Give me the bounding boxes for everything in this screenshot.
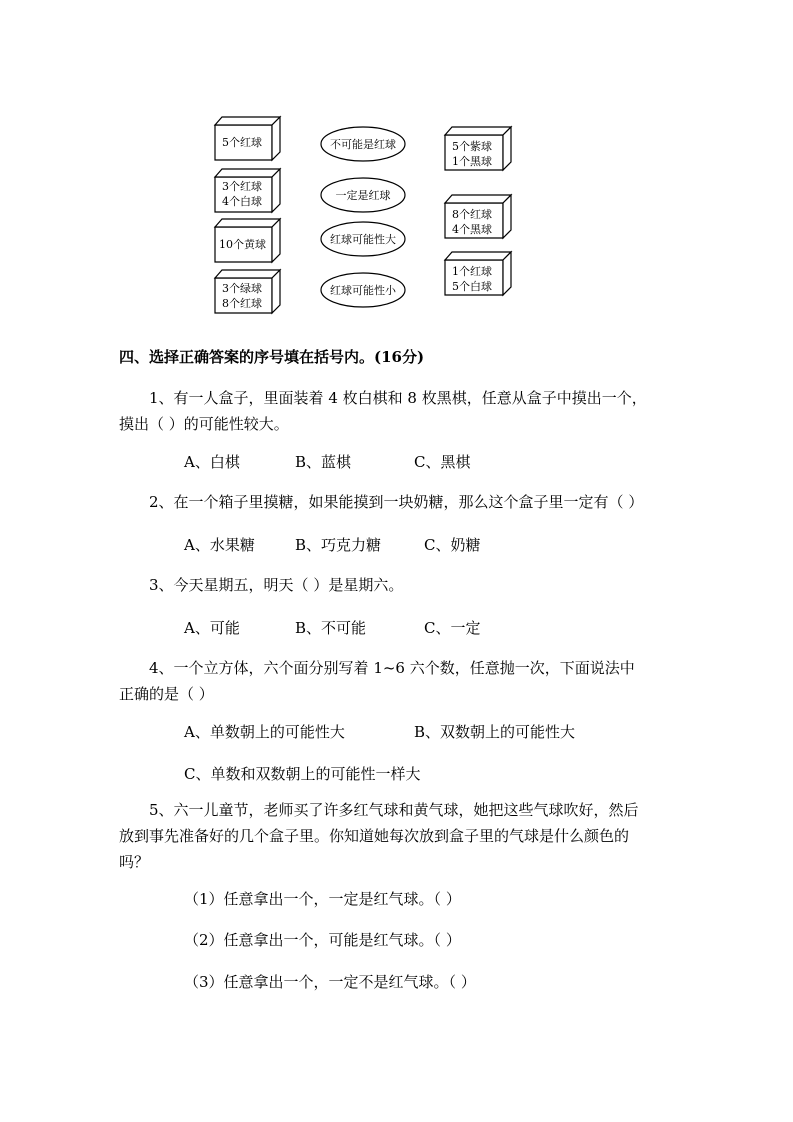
section-heading: 四、选择正确答案的序号填在括号内。(16分) [119, 348, 425, 366]
right-box-2-line-2: 4个黑球 [452, 223, 492, 236]
oval-4-label: 红球可能性小 [330, 284, 396, 297]
question-1-text: 1、有一人盒子，里面装着 4 枚白棋和 8 枚黑棋，任意从盒子中摸出一个，摸出（ ）的可能性较大。 [119, 389, 647, 433]
right-box-1-line-2: 1个黑球 [452, 155, 492, 168]
left-box-3-line-1: 10个黄球 [219, 238, 266, 251]
question-2-option-c: C、奶糖 [424, 536, 481, 554]
question-1-option-b: B、蓝棋 [295, 453, 352, 471]
right-box-3-line-2: 5个白球 [452, 280, 492, 293]
question-4-option-b: B、双数朝上的可能性大 [414, 723, 576, 741]
right-box-1-line-1: 5个紫球 [452, 140, 492, 153]
right-box-2-line-1: 8个红球 [452, 208, 492, 221]
question-3-option-c: C、一定 [424, 619, 481, 637]
question-2-option-b: B、巧克力糖 [295, 536, 382, 554]
left-box-1-line-1: 5个红球 [222, 136, 262, 149]
oval-1-label: 不可能是红球 [330, 138, 396, 151]
question-2-option-a: A、水果糖 [184, 536, 255, 554]
question-3-option-b: B、不可能 [295, 619, 367, 637]
question-4-option-c: C、单数和双数朝上的可能性一样大 [184, 765, 421, 783]
right-box-3-line-1: 1个红球 [452, 265, 492, 278]
oval-2-label: 一定是红球 [335, 189, 391, 202]
oval-3-label: 红球可能性大 [330, 233, 396, 246]
question-5-text: 5、六一儿童节，老师买了许多红气球和黄气球，她把这些气球吹好，然后放到事先准备好的几个盒子里。你知道她每次放到盒子里的气球是什么颜色的吗？ [119, 801, 639, 871]
question-5-sub-2: （2）任意拿出一个，可能是红气球。（ ） [184, 931, 461, 949]
question-4-text: 4、一个立方体，六个面分别写着 1~6 六个数，任意抛一次，下面说法中正确的是（ ） [119, 659, 635, 703]
question-1-option-c: C、黑棋 [414, 453, 471, 471]
question-3-text: 3、今天星期五，明天（ ）是星期六。 [149, 576, 404, 594]
matching-diagram [0, 0, 793, 330]
left-box-4-line-1: 3个绿球 [222, 282, 262, 295]
question-4-option-a: A、单数朝上的可能性大 [184, 723, 345, 741]
question-5-sub-3: （3）任意拿出一个，一定不是红气球。（ ） [184, 973, 476, 991]
left-box-2-line-2: 4个白球 [222, 195, 262, 208]
question-5-sub-1: （1）任意拿出一个，一定是红气球。（ ） [184, 890, 461, 908]
left-box-4-line-2: 8个红球 [222, 297, 262, 310]
question-3-option-a: A、可能 [184, 619, 240, 637]
question-1-option-a: A、白棋 [184, 453, 240, 471]
left-box-2-line-1: 3个红球 [222, 180, 262, 193]
question-2-text: 2、在一个箱子里摸糖，如果能摸到一块奶糖，那么这个盒子里一定有（ ） [149, 493, 644, 511]
